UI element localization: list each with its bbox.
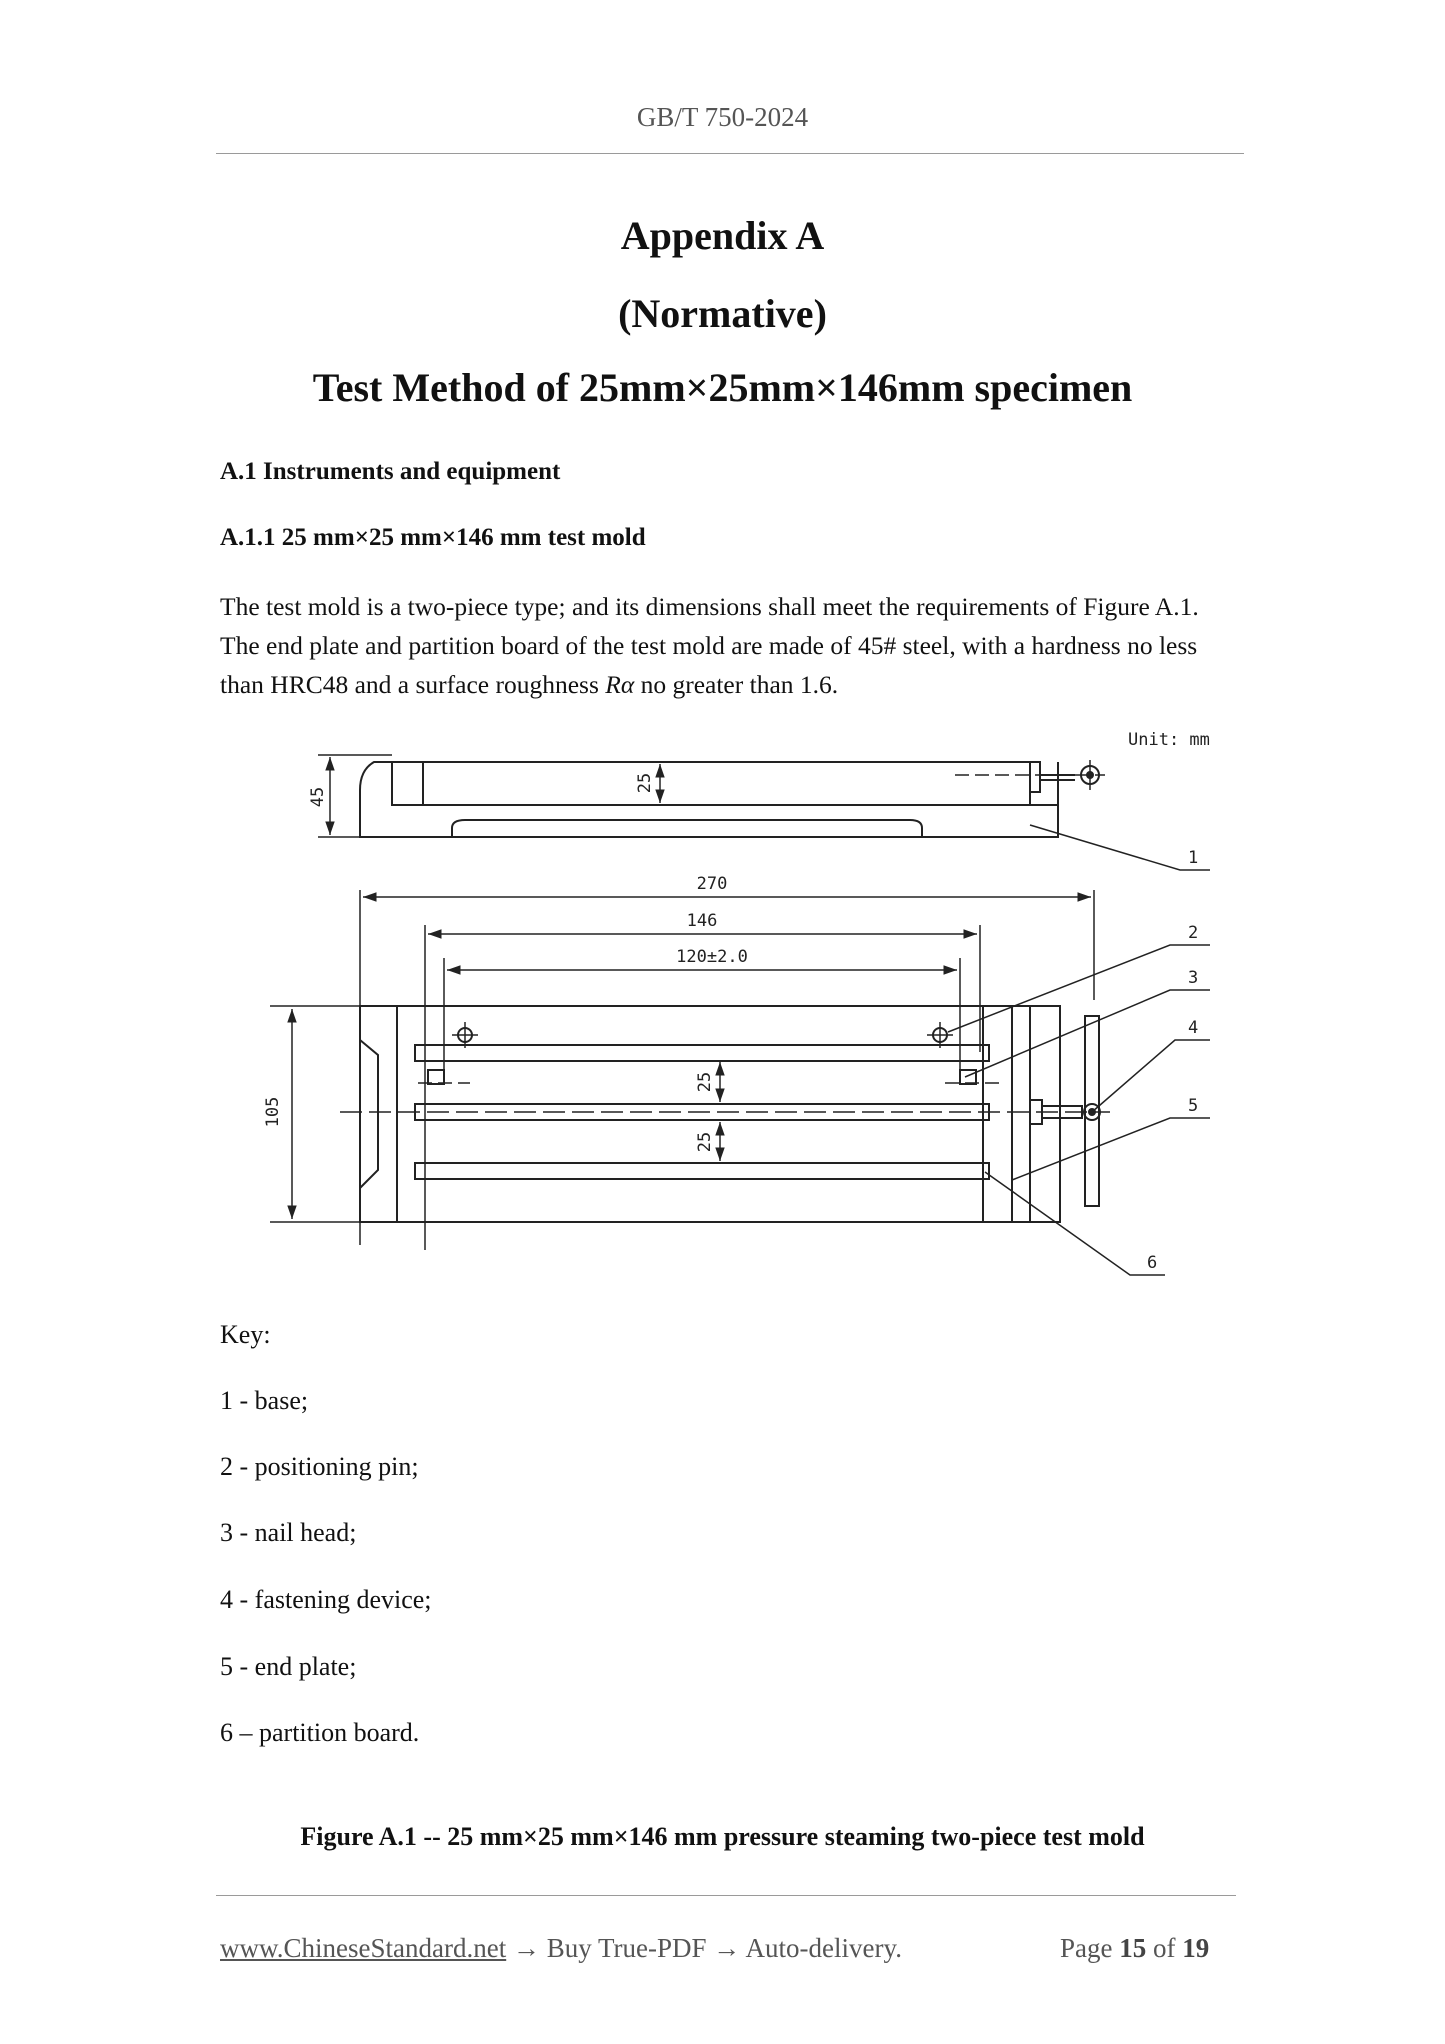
- callout-leader-2: [948, 945, 1210, 1032]
- page-word: Page: [1060, 1933, 1113, 1963]
- callout-5: 5: [1188, 1096, 1199, 1116]
- footer-promo-text: → Buy True-PDF → Auto-delivery.: [506, 1933, 902, 1963]
- dim-120-label: 120±2.0: [676, 947, 748, 967]
- of-word: of: [1152, 1933, 1176, 1963]
- unit-label: Unit: mm: [1128, 730, 1210, 750]
- appendix-status: (Normative): [618, 291, 827, 336]
- key-item-3: 3 - nail head;: [220, 1518, 357, 1547]
- dim-25-a-label: 25: [695, 1071, 715, 1093]
- plan-left-chamfer: [360, 1040, 378, 1188]
- base-recess: [452, 820, 922, 837]
- partition-board-upper: [415, 1045, 989, 1061]
- paragraph-line-2: The end plate and partition board of the test mold are made of 45# steel, with a hardness no less: [220, 631, 1198, 660]
- page-counter: [1060, 1933, 1209, 1964]
- footer-promo: [220, 1933, 902, 1964]
- key-item-6: 6 – partition board.: [220, 1718, 420, 1747]
- dim-270-label: 270: [696, 874, 728, 894]
- dim-25-b-label: 25: [695, 1131, 715, 1153]
- page-total: 19: [1182, 1933, 1210, 1963]
- positioning-pin-right: [960, 1070, 976, 1084]
- callout-2: 2: [1188, 923, 1199, 943]
- key-item-4: 4 - fastening device;: [220, 1585, 432, 1614]
- positioning-pin-left: [428, 1070, 444, 1084]
- callout-leader-5: [1012, 1118, 1210, 1180]
- callout-3: 3: [1188, 968, 1199, 988]
- dim-105-label: 105: [263, 1096, 283, 1128]
- callout-6: 6: [1147, 1253, 1158, 1273]
- dim-25-top-label: 25: [635, 772, 655, 794]
- mold-top-bar: [392, 762, 1030, 805]
- figure-caption: Figure A.1 -- 25 mm×25 mm×146 mm pressure steaming two-piece test mold: [300, 1822, 1145, 1851]
- key-item-2: 2 - positioning pin;: [220, 1452, 419, 1481]
- key-heading: Key:: [220, 1320, 271, 1349]
- footer-rule: [216, 1895, 1236, 1896]
- callout-1: 1: [1188, 848, 1199, 868]
- section-heading-a11: A.1.1 25 mm×25 mm×146 mm test mold: [220, 524, 646, 551]
- paragraph-line-1: The test mold is a two-piece type; and its dimensions shall meet the requirements of Figure A.1.: [220, 592, 1199, 621]
- roughness-symbol: Rα: [605, 670, 635, 699]
- paragraph-line-3-end: no greater than 1.6.: [634, 670, 839, 699]
- partition-board-lower: [415, 1163, 989, 1179]
- key-item-5: 5 - end plate;: [220, 1652, 357, 1681]
- callout-4: 4: [1188, 1018, 1199, 1038]
- callout-leader-3: [965, 990, 1210, 1077]
- dim-146-label: 146: [686, 911, 718, 931]
- site-link[interactable]: www.ChineseStandard.net: [220, 1933, 507, 1963]
- dim-45-label: 45: [308, 786, 328, 808]
- section-heading-a1: A.1 Instruments and equipment: [220, 458, 561, 485]
- base-outline: [360, 762, 1058, 837]
- running-header: GB/T 750-2024: [636, 102, 809, 132]
- appendix-subject: Test Method of 25mm×25mm×146mm specimen: [312, 365, 1133, 410]
- fastener-block-top: [1030, 762, 1040, 792]
- page-number: 15: [1119, 1933, 1147, 1963]
- appendix-title: Appendix A: [620, 213, 825, 258]
- key-item-1: 1 - base;: [220, 1386, 309, 1415]
- paragraph-line-3-start: than HRC48 and a surface roughness: [220, 670, 606, 699]
